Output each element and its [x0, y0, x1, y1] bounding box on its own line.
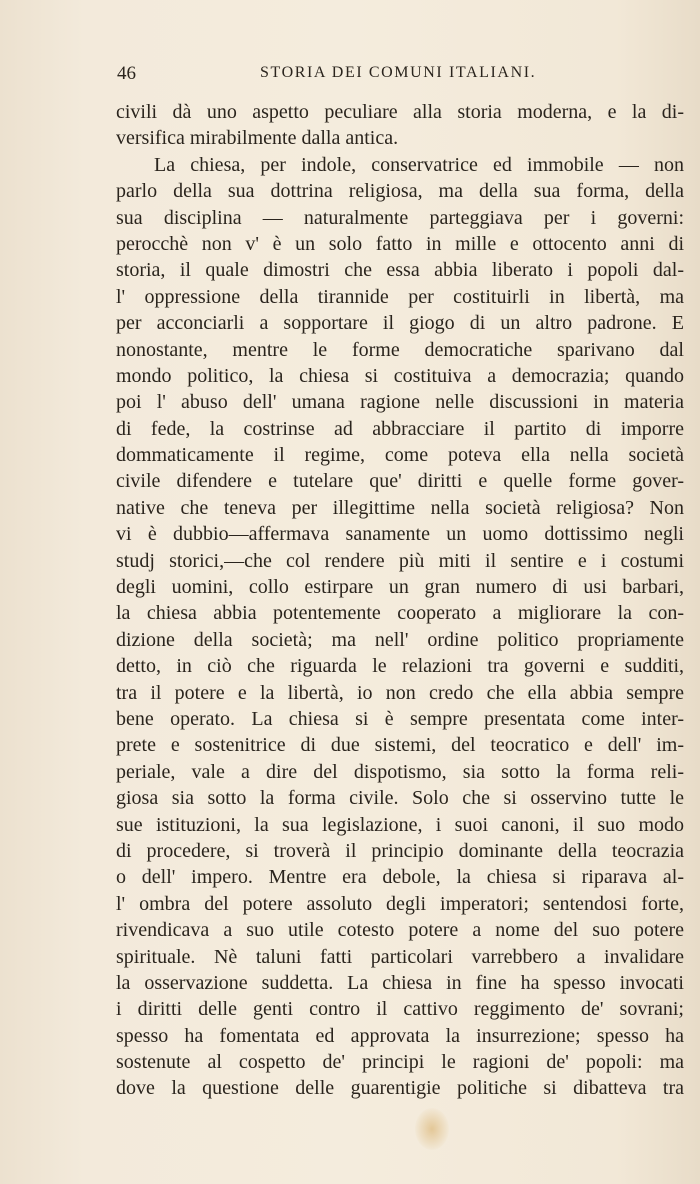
text-line: giosa sia sotto la forma civile. Solo che si osservino tutte le [116, 787, 684, 810]
text-line: per acconciarli a sopportare il giogo di un altro padrone. E [116, 312, 684, 335]
text-line: l' ombra del potere assoluto degli imperatori; sentendosi forte, [116, 892, 684, 915]
text-line: vi è dubbio—affermava sanamente un uomo dottissimo negli [116, 523, 684, 546]
text-line: sua disciplina — naturalmente parteggiava per i governi: [116, 206, 684, 229]
text-line: storia, il quale dimostri che essa abbia liberato i popoli dal- [116, 259, 684, 282]
text-line: versifica mirabilmente dalla antica. [116, 127, 399, 150]
text-line: detto, in ciò che riguarda le relazioni tra governi e sudditi, [116, 655, 684, 678]
text-line: rivendicava a suo utile cotesto potere a nome del suo potere [116, 919, 684, 942]
text-line: prete e sostenitrice di due sistemi, del teocratico e dell' im- [116, 734, 684, 757]
text-line: perocchè non v' è un solo fatto in mille e ottocento anni di [116, 232, 684, 255]
text-line: o dell' impero. Mentre era debole, la chiesa si riparava al- [116, 866, 684, 889]
text-line: sue istituzioni, la sua legislazione, i suoi canoni, il suo modo [116, 813, 684, 836]
text-line: poi l' abuso dell' umana ragione nelle discussioni in materia [116, 391, 684, 414]
text-line: spesso ha fomentata ed approvata la insurrezione; spesso ha [116, 1024, 684, 1047]
text-line: l' oppressione della tirannide per costituirli in libertà, ma [116, 285, 684, 308]
page-header [117, 63, 685, 87]
text-line: la chiesa abbia potentemente cooperato a migliorare la con- [116, 602, 684, 625]
text-line: di fede, la costrinse ad abbracciare il partito di imporre [116, 417, 684, 440]
running-head: STORIA DEI COMUNI ITALIANI. [260, 64, 537, 81]
text-line: tra il potere e la libertà, io non credo che ella abbia sempre [116, 681, 684, 704]
body-text [116, 99, 684, 1102]
text-line: dommaticamente il regime, come poteva ella nella società [116, 444, 684, 467]
text-line: periale, vale a dire del dispotismo, sia sotto la forma reli- [116, 760, 684, 783]
text-line: dove la questione delle guarentigie politiche si dibatteva tra [116, 1077, 684, 1100]
text-line: mondo politico, la chiesa si costituiva a democrazia; quando [116, 364, 684, 387]
text-line: bene operato. La chiesa si è sempre presentata come inter- [116, 707, 684, 730]
paper-stain [415, 1108, 449, 1150]
text-line: civili dà uno aspetto peculiare alla storia moderna, e la di- [116, 101, 684, 123]
text-line: sostenute al cospetto de' principi le ragioni de' popoli: ma [116, 1051, 684, 1074]
text-line: studj storici,—che col rendere più miti il sentire e i costumi [116, 549, 684, 572]
text-line: civile difendere e tutelare que' diritti e quelle forme gover- [116, 470, 684, 493]
page-number: 46 [117, 63, 136, 84]
text-line: native che teneva per illegittime nella società religiosa? Non [116, 496, 684, 519]
text-line: di procedere, si troverà il principio dominante della teocrazia [116, 839, 684, 862]
text-line: degli uomini, collo estirpare un gran numero di usi barbari, [116, 576, 684, 599]
text-line: nonostante, mentre le forme democratiche sparivano dal [116, 338, 684, 361]
text-line: la osservazione suddetta. La chiesa in fine ha spesso invocati [116, 971, 684, 994]
text-line: i diritti delle genti contro il cattivo reggimento de' sovrani; [116, 998, 684, 1021]
text-line: parlo della sua dottrina religiosa, ma della sua forma, della [116, 180, 684, 203]
text-line: spirituale. Nè taluni fatti particolari varrebbero a invalidare [116, 945, 684, 968]
text-line: dizione della società; ma nell' ordine politico propriamente [116, 628, 684, 651]
text-line: La chiesa, per indole, conservatrice ed immobile — non [154, 153, 684, 176]
